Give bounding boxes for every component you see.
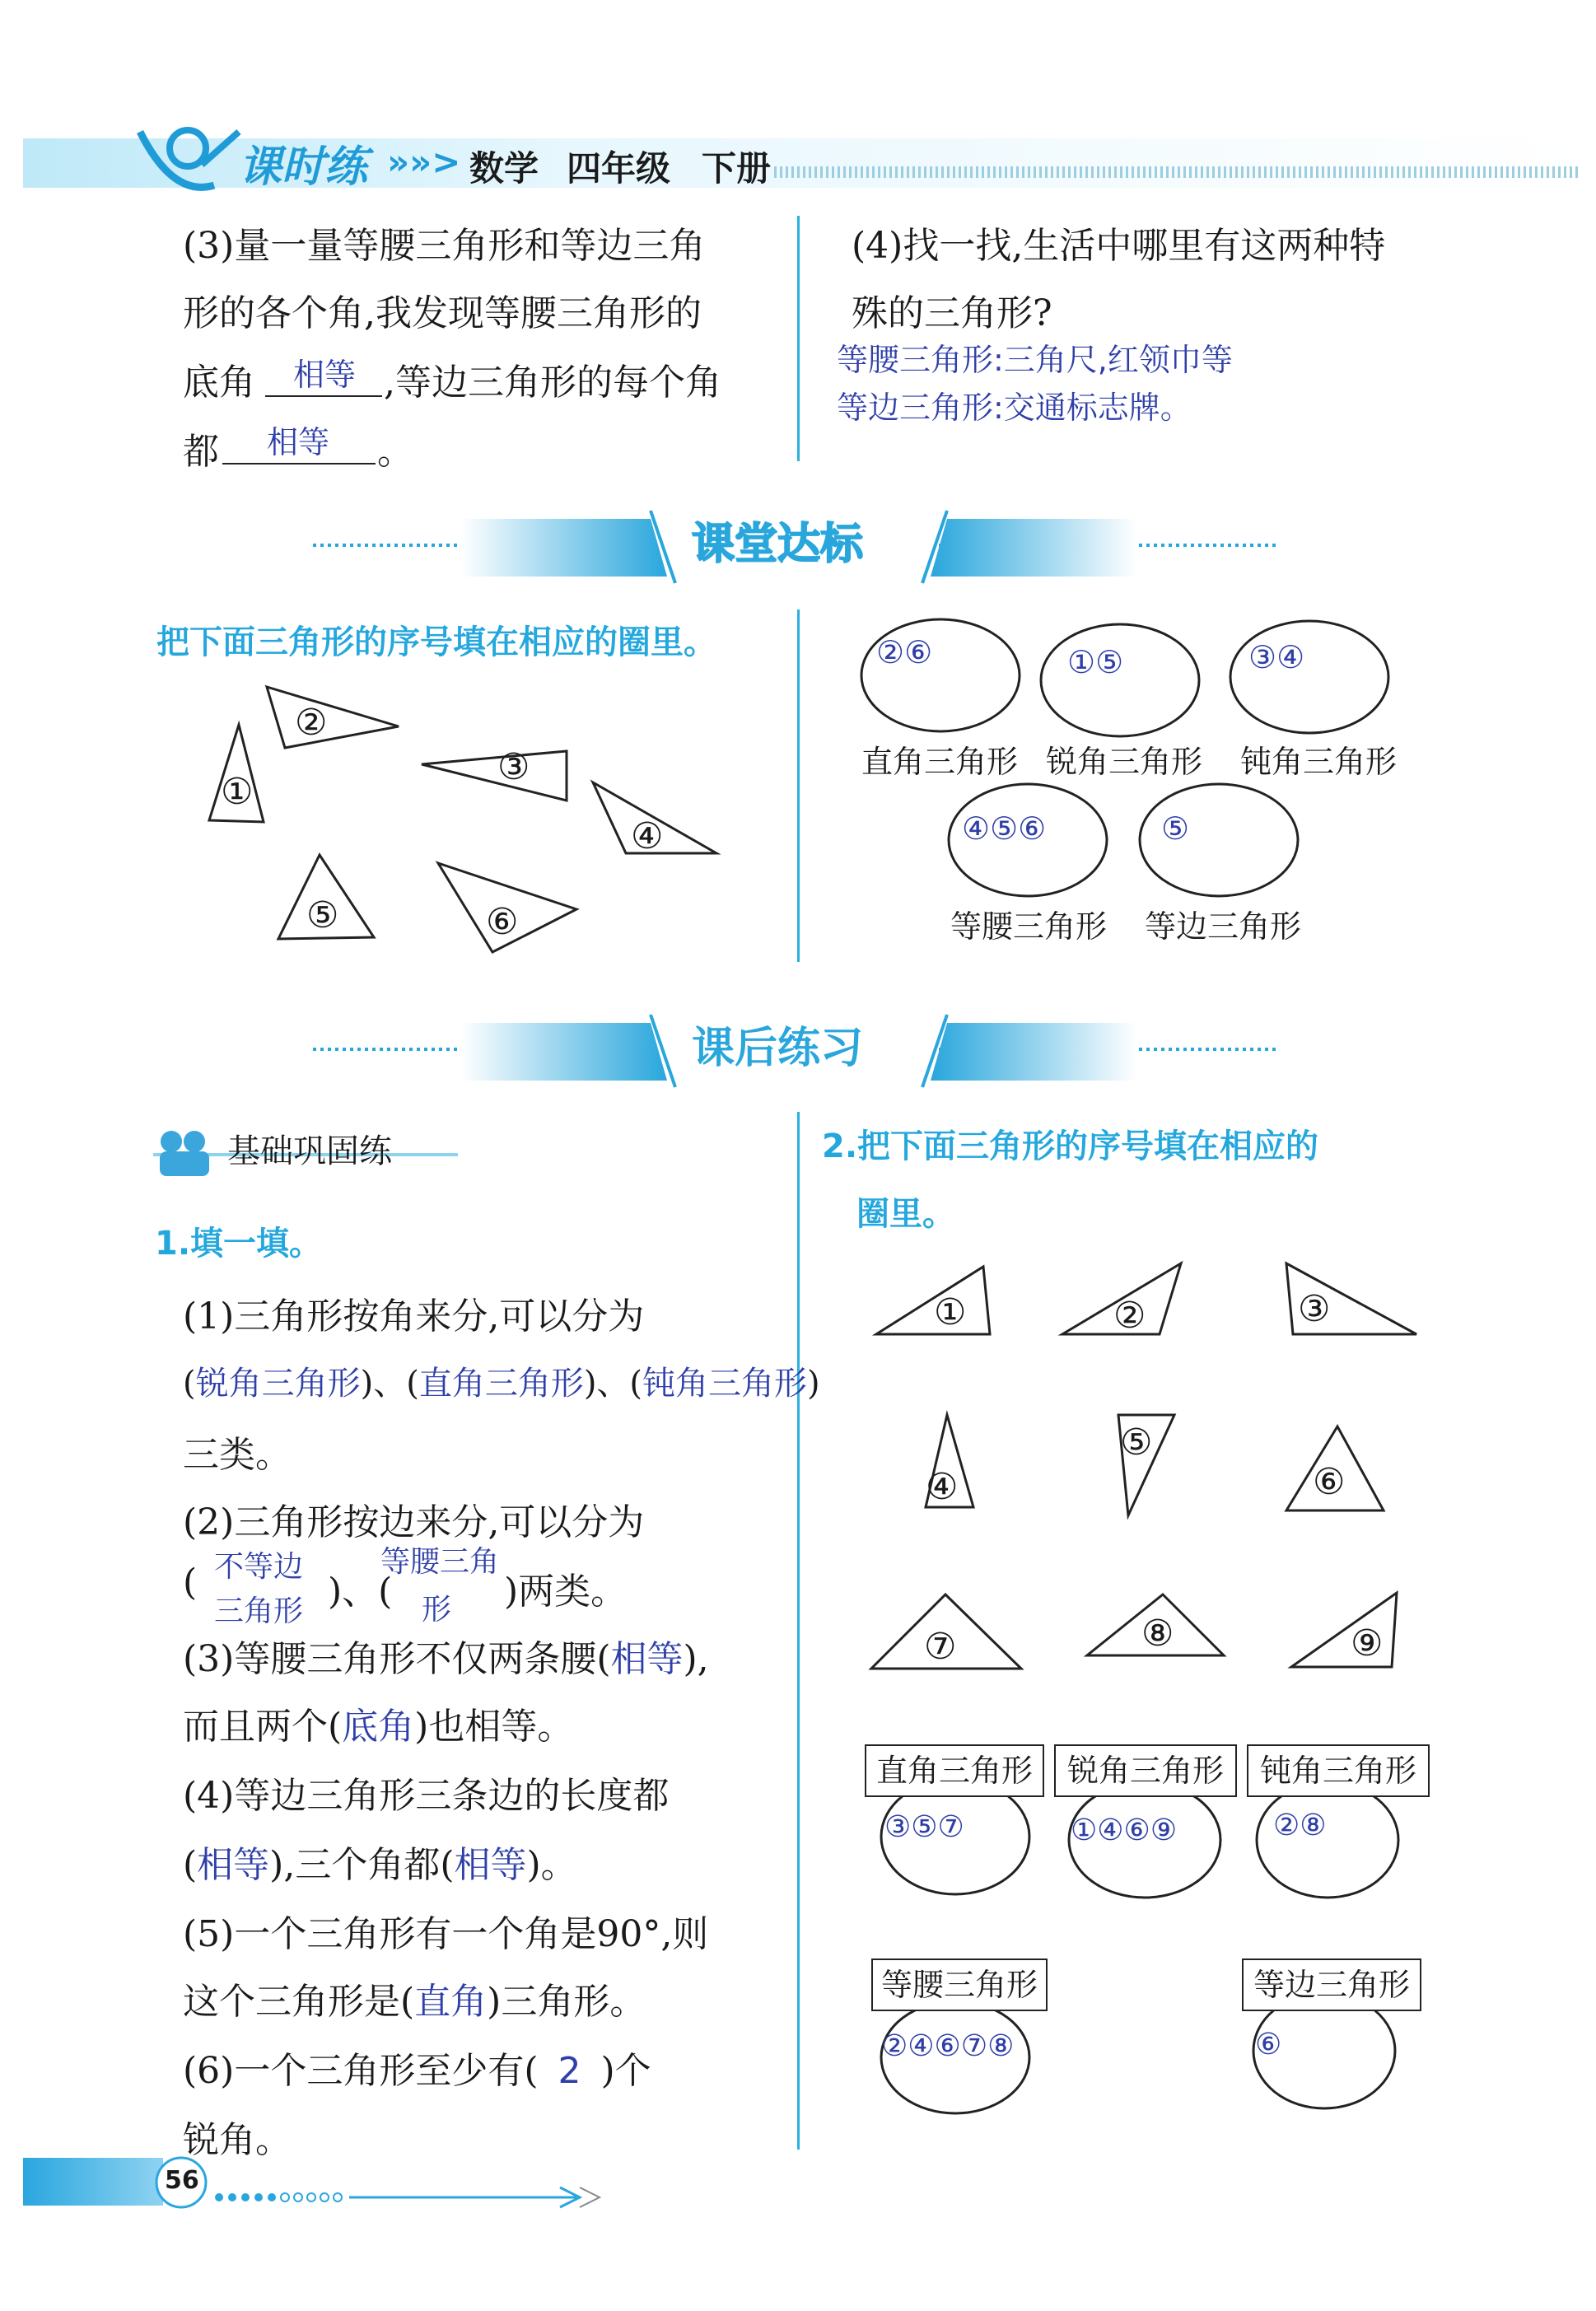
p2-answer1-line2: 三角形	[214, 1594, 304, 1628]
section1-divider	[797, 609, 800, 962]
p2-answer2-line1: 等腰三角	[380, 1545, 500, 1579]
q1-p1-answers: (锐角三角形)、(直角三角形)、(钝角三角形)	[183, 1365, 820, 1403]
q1-p6-line1: (6)一个三角形至少有( 2 )个	[183, 2050, 651, 2092]
p2-answer2-line2: 形	[422, 1593, 452, 1627]
logo-text: 课时练	[239, 142, 368, 192]
column-divider	[797, 216, 800, 461]
p3-answer2: 底角	[342, 1706, 415, 1748]
header-arrows: »»>	[387, 142, 461, 182]
tri-q2-5-label: ⑤	[1120, 1422, 1153, 1464]
header-rule	[774, 166, 1581, 178]
oval-label-isosceles: 等腰三角形	[950, 908, 1108, 945]
tri-q2-3-label: ③	[1298, 1288, 1331, 1330]
q2-title-line1: 2.把下面三角形的序号填在相应的	[822, 1127, 1319, 1165]
tri-q2-6-label: ⑥	[1313, 1461, 1346, 1503]
box-label-equilateral: 等边三角形	[1242, 1959, 1421, 2011]
p1-answer1: 锐角三角形	[195, 1365, 361, 1403]
page-number: 56	[165, 2166, 199, 2195]
q1-p5-line2: 这个三角形是(直角)三角形。	[183, 1981, 646, 2023]
tri5-label: ⑤	[306, 894, 339, 936]
footer-band	[23, 2158, 163, 2206]
q3-answer2: 相等	[267, 424, 330, 460]
q3-line2: 形的各个角,我发现等腰三角形的	[183, 292, 702, 334]
tri1-label: ①	[221, 771, 254, 813]
box-answer-obtuse: ②⑧	[1273, 1809, 1327, 1842]
q1-p4-line1: (4)等边三角形三条边的长度都	[183, 1775, 670, 1817]
tri-q2-8-label: ⑧	[1141, 1613, 1174, 1655]
q1-p4-line2: (相等),三个角都(相等)。	[183, 1844, 577, 1886]
p1-answer2: 直角三角形	[418, 1365, 584, 1403]
q3-line3-b: ,等边三角形的每个角	[384, 362, 721, 404]
p2-answer1-line1: 不等边	[214, 1550, 304, 1584]
tri6-label: ⑥	[486, 901, 519, 943]
q1-p3-line2: 而且两个(底角)也相等。	[183, 1706, 574, 1748]
oval-label-acute: 锐角三角形	[1046, 744, 1203, 780]
tri-q2-7-label: ⑦	[924, 1626, 957, 1668]
q3-answer1: 相等	[293, 357, 357, 393]
section2-title: 课后练习	[692, 1024, 864, 1073]
q1-p3-line1: (3)等腰三角形不仅两条腰(相等),	[183, 1638, 709, 1680]
tri-q2-4-label: ④	[926, 1466, 959, 1508]
header-subject: 数学	[469, 148, 539, 189]
q4-line2: 殊的三角形?	[852, 292, 1052, 334]
q1-p2-sep: )、(	[328, 1571, 393, 1613]
q3-line4-a: 都	[183, 431, 219, 473]
header-grade: 四年级	[567, 148, 671, 189]
p4-answer2: 相等	[454, 1844, 527, 1886]
section2-subtitle: 基础巩固练	[227, 1132, 392, 1170]
box-answer-equilateral: ⑥	[1255, 2028, 1282, 2061]
section1-title: 课堂达标	[692, 520, 864, 569]
box-label-obtuse: 钝角三角形	[1247, 1744, 1430, 1797]
box-label-isosceles: 等腰三角形	[871, 1959, 1048, 2011]
header-volume: 下册	[702, 148, 772, 189]
q3-line3-a: 底角	[183, 362, 255, 404]
q4-answer1: 等腰三角形:三角尺,红领巾等	[837, 342, 1233, 378]
footer-decoration	[148, 2156, 609, 2214]
box-label-right-angle: 直角三角形	[865, 1744, 1044, 1797]
q1-title: 1.填一填。	[155, 1225, 323, 1263]
logo-icon	[124, 107, 247, 198]
tri-q2-1-label: ①	[934, 1291, 967, 1333]
q1-p2-a: (2)三角形按边来分,可以分为	[183, 1501, 645, 1543]
oval-answer-isosceles: ④⑤⑥	[962, 810, 1047, 847]
oval-answer-acute: ①⑤	[1067, 644, 1124, 680]
triangle-q2-1	[876, 1267, 990, 1334]
oval-answer-right-angle: ②⑥	[876, 634, 933, 670]
tri3-label: ③	[497, 746, 530, 788]
p5-answer: 直角	[414, 1981, 488, 2023]
box-label-acute: 锐角三角形	[1054, 1744, 1237, 1797]
oval-answer-equilateral: ⑤	[1161, 810, 1190, 847]
tri4-label: ④	[631, 815, 664, 857]
oval-label-obtuse: 钝角三角形	[1240, 744, 1398, 780]
triangle-3	[422, 751, 567, 801]
q1-p2-paren1-open: (	[183, 1562, 198, 1604]
triangle-2	[267, 687, 399, 748]
q3-line1: (3)量一量等腰三角形和等边三角	[183, 225, 706, 267]
q4-answer2: 等边三角形:交通标志牌。	[837, 390, 1192, 426]
tri-q2-9-label: ⑨	[1351, 1622, 1384, 1664]
q1-p6-line2: 锐角。	[183, 2119, 292, 2161]
q1-p2-b: )两类。	[504, 1571, 628, 1613]
box-answer-acute: ①④⑥⑨	[1071, 1814, 1178, 1847]
p3-answer1: 相等	[610, 1638, 684, 1680]
q1-p5-line1: (5)一个三角形有一个角是90°,则	[183, 1913, 709, 1955]
q1-p1-a: (1)三角形按角来分,可以分为	[183, 1296, 645, 1338]
q3-blank1	[265, 395, 382, 397]
oval-label-equilateral: 等边三角形	[1145, 908, 1302, 945]
tri2-label: ②	[295, 702, 328, 744]
tri-q2-2-label: ②	[1113, 1295, 1146, 1337]
box-answer-isosceles: ②④⑥⑦⑧	[881, 2029, 1015, 2063]
oval-answer-obtuse: ③④	[1248, 639, 1305, 675]
p4-answer1: 相等	[197, 1844, 270, 1886]
q3-blank2	[222, 463, 376, 465]
q4-line1: (4)找一找,生活中哪里有这两种特	[852, 225, 1386, 267]
q2-title-line2: 圈里。	[856, 1195, 955, 1233]
q1-p1-b: 三类。	[183, 1434, 292, 1476]
section1-prompt: 把下面三角形的序号填在相应的圈里。	[156, 623, 716, 661]
p6-answer: 2	[558, 2050, 581, 2092]
q3-line4-b: 。	[377, 431, 413, 473]
p1-answer3: 钝角三角形	[642, 1365, 808, 1403]
section2-divider	[797, 1112, 800, 2150]
oval-label-right-angle: 直角三角形	[861, 744, 1019, 780]
box-answer-right-angle: ③⑤⑦	[884, 1810, 964, 1844]
